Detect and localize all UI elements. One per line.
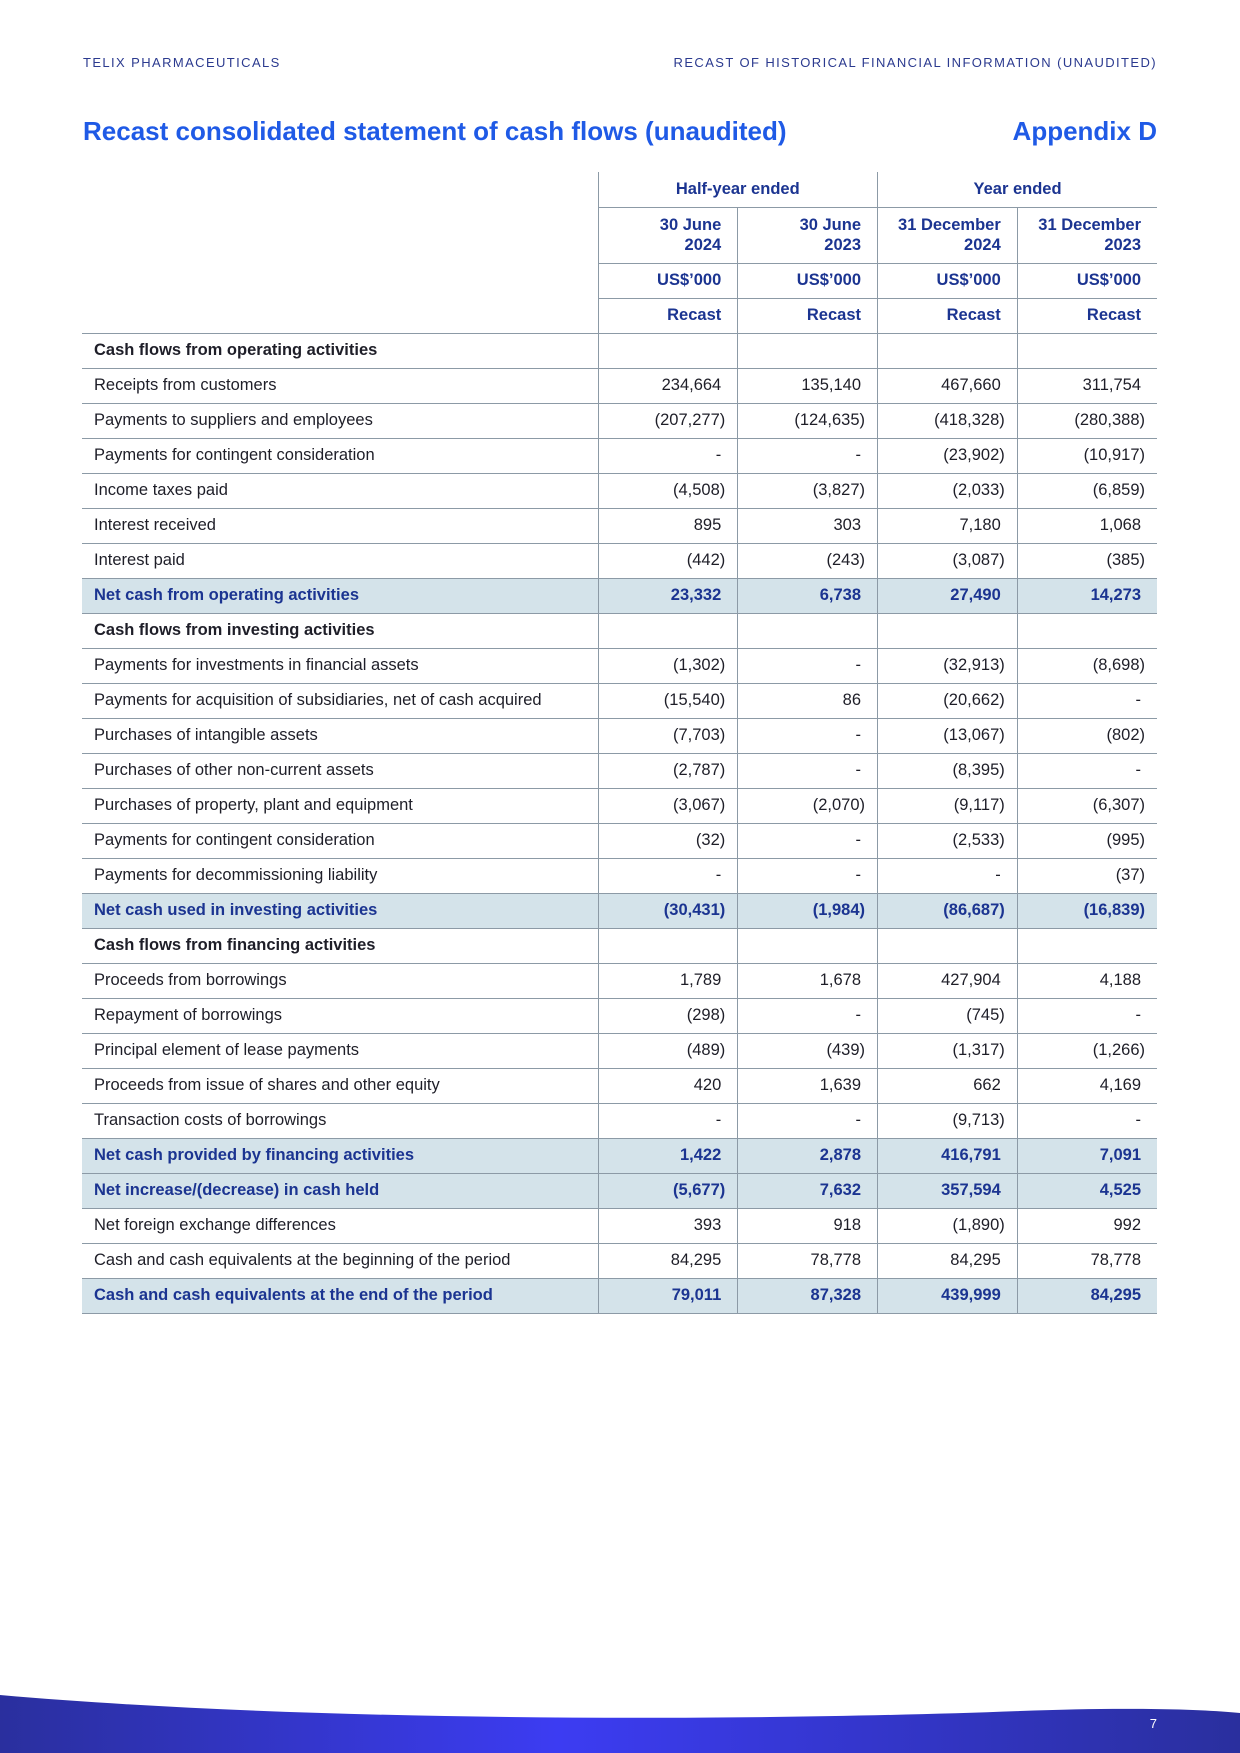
value-cell: (207,277) [598, 403, 738, 438]
row-label: Net increase/(decrease) in cash held [82, 1173, 598, 1208]
column-basis-header: Recast [878, 298, 1018, 333]
table-row [82, 403, 1157, 438]
appendix-label: Appendix D [1012, 116, 1157, 146]
column-date-header: 31 December 2023 [1017, 207, 1157, 263]
row-label: Net cash used in investing activities [82, 893, 598, 928]
table-row [82, 508, 1157, 543]
value-cell: - [738, 858, 878, 893]
table-row [82, 1243, 1157, 1278]
value-cell: 7,632 [738, 1173, 878, 1208]
table-row [82, 543, 1157, 578]
row-label: Transaction costs of borrowings [82, 1103, 598, 1138]
value-cell: 86 [738, 683, 878, 718]
running-header-document-title: RECAST OF HISTORICAL FINANCIAL INFORMATION (UNAUDITED) [673, 55, 1157, 70]
value-cell: (1,890) [878, 1208, 1018, 1243]
row-label: Proceeds from issue of shares and other equity [82, 1068, 598, 1103]
value-cell: (13,067) [878, 718, 1018, 753]
value-cell [738, 928, 878, 963]
value-cell: (5,677) [598, 1173, 738, 1208]
row-label: Net cash provided by financing activities [82, 1138, 598, 1173]
value-cell: (1,317) [878, 1033, 1018, 1068]
value-cell: - [738, 753, 878, 788]
value-cell: - [598, 438, 738, 473]
value-cell: 467,660 [878, 368, 1018, 403]
value-cell: 416,791 [878, 1138, 1018, 1173]
value-cell: (15,540) [598, 683, 738, 718]
row-label: Principal element of lease payments [82, 1033, 598, 1068]
value-cell: 662 [878, 1068, 1018, 1103]
value-cell: (489) [598, 1033, 738, 1068]
value-cell: (439) [738, 1033, 878, 1068]
group-header-half-year: Half-year ended [598, 172, 878, 207]
section-heading-row [82, 928, 1157, 963]
value-cell: - [598, 1103, 738, 1138]
page-title: Recast consolidated statement of cash flows (unaudited) [83, 116, 787, 146]
value-cell: (745) [878, 998, 1018, 1033]
table-row [82, 753, 1157, 788]
value-cell: 7,091 [1017, 1138, 1157, 1173]
row-label: Receipts from customers [82, 368, 598, 403]
value-cell: (1,302) [598, 648, 738, 683]
value-cell: 87,328 [738, 1278, 878, 1313]
total-row [82, 1138, 1157, 1173]
cash-flow-table [82, 172, 1157, 1314]
value-cell: (1,984) [738, 893, 878, 928]
column-basis-header: Recast [598, 298, 738, 333]
unit-header-row [82, 263, 1157, 298]
value-cell: (2,533) [878, 823, 1018, 858]
value-cell: - [1017, 998, 1157, 1033]
row-label: Net foreign exchange differences [82, 1208, 598, 1243]
value-cell: (124,635) [738, 403, 878, 438]
value-cell: 6,738 [738, 578, 878, 613]
value-cell: (442) [598, 543, 738, 578]
value-cell: (7,703) [598, 718, 738, 753]
value-cell: 2,878 [738, 1138, 878, 1173]
value-cell: - [738, 718, 878, 753]
table-row [82, 858, 1157, 893]
total-row [82, 1173, 1157, 1208]
row-label: Payments for decommissioning liability [82, 858, 598, 893]
value-cell: 4,188 [1017, 963, 1157, 998]
row-label: Cash flows from financing activities [82, 928, 598, 963]
value-cell: 357,594 [878, 1173, 1018, 1208]
value-cell [738, 613, 878, 648]
value-cell: (10,917) [1017, 438, 1157, 473]
table-row [82, 438, 1157, 473]
value-cell: 4,525 [1017, 1173, 1157, 1208]
total-row [82, 1278, 1157, 1313]
value-cell [878, 613, 1018, 648]
value-cell: (32,913) [878, 648, 1018, 683]
value-cell: 1,422 [598, 1138, 738, 1173]
value-cell: (23,902) [878, 438, 1018, 473]
cash-flow-table-body [82, 333, 1157, 1313]
value-cell: (280,388) [1017, 403, 1157, 438]
row-label: Repayment of borrowings [82, 998, 598, 1033]
value-cell [1017, 928, 1157, 963]
value-cell: (385) [1017, 543, 1157, 578]
column-basis-header: Recast [738, 298, 878, 333]
table-row [82, 473, 1157, 508]
table-row [82, 823, 1157, 858]
value-cell: (3,067) [598, 788, 738, 823]
value-cell: 84,295 [878, 1243, 1018, 1278]
value-cell: 79,011 [598, 1278, 738, 1313]
value-cell: (30,431) [598, 893, 738, 928]
column-basis-header: Recast [1017, 298, 1157, 333]
value-cell: - [1017, 1103, 1157, 1138]
value-cell: (8,698) [1017, 648, 1157, 683]
row-label: Cash and cash equivalents at the end of the period [82, 1278, 598, 1313]
value-cell: - [1017, 753, 1157, 788]
column-date-header: 31 December 2024 [878, 207, 1018, 263]
header-blank-cell [82, 172, 598, 207]
table-row [82, 718, 1157, 753]
value-cell: (3,827) [738, 473, 878, 508]
value-cell: (2,033) [878, 473, 1018, 508]
value-cell: (9,117) [878, 788, 1018, 823]
row-label: Cash and cash equivalents at the beginning of the period [82, 1243, 598, 1278]
value-cell: 895 [598, 508, 738, 543]
column-unit-header: US$’000 [878, 263, 1018, 298]
column-unit-header: US$’000 [598, 263, 738, 298]
value-cell: (86,687) [878, 893, 1018, 928]
value-cell: - [738, 438, 878, 473]
value-cell: 23,332 [598, 578, 738, 613]
value-cell: 427,904 [878, 963, 1018, 998]
column-unit-header: US$’000 [1017, 263, 1157, 298]
table-row [82, 963, 1157, 998]
section-heading-row [82, 333, 1157, 368]
row-label: Payments for investments in financial assets [82, 648, 598, 683]
table-row [82, 648, 1157, 683]
value-cell: (32) [598, 823, 738, 858]
row-label: Interest received [82, 508, 598, 543]
table-row [82, 1033, 1157, 1068]
value-cell: 14,273 [1017, 578, 1157, 613]
column-unit-header: US$’000 [738, 263, 878, 298]
value-cell: 78,778 [1017, 1243, 1157, 1278]
value-cell: (2,070) [738, 788, 878, 823]
value-cell: 27,490 [878, 578, 1018, 613]
table-row [82, 998, 1157, 1033]
page-number: 7 [1149, 1716, 1157, 1731]
value-cell: 420 [598, 1068, 738, 1103]
value-cell: (8,395) [878, 753, 1018, 788]
table-row [82, 1068, 1157, 1103]
value-cell [878, 928, 1018, 963]
table-row [82, 683, 1157, 718]
row-label: Proceeds from borrowings [82, 963, 598, 998]
date-header-row [82, 207, 1157, 263]
row-label: Income taxes paid [82, 473, 598, 508]
row-label: Payments for contingent consideration [82, 438, 598, 473]
value-cell: (4,508) [598, 473, 738, 508]
value-cell: - [738, 823, 878, 858]
value-cell [598, 613, 738, 648]
value-cell: (2,787) [598, 753, 738, 788]
value-cell: 84,295 [1017, 1278, 1157, 1313]
value-cell: 303 [738, 508, 878, 543]
group-header-year: Year ended [878, 172, 1158, 207]
value-cell: 4,169 [1017, 1068, 1157, 1103]
value-cell: - [738, 1103, 878, 1138]
table-row [82, 788, 1157, 823]
running-header-company: TELIX PHARMACEUTICALS [83, 55, 281, 70]
value-cell: (37) [1017, 858, 1157, 893]
row-label: Payments to suppliers and employees [82, 403, 598, 438]
value-cell: - [1017, 683, 1157, 718]
value-cell: (1,266) [1017, 1033, 1157, 1068]
value-cell: 84,295 [598, 1243, 738, 1278]
value-cell: 393 [598, 1208, 738, 1243]
value-cell [1017, 333, 1157, 368]
value-cell: 1,068 [1017, 508, 1157, 543]
table-row [82, 1208, 1157, 1243]
value-cell: (243) [738, 543, 878, 578]
row-label: Cash flows from operating activities [82, 333, 598, 368]
value-cell: 311,754 [1017, 368, 1157, 403]
value-cell [1017, 613, 1157, 648]
value-cell: 78,778 [738, 1243, 878, 1278]
value-cell: 7,180 [878, 508, 1018, 543]
row-label: Purchases of other non-current assets [82, 753, 598, 788]
value-cell [738, 333, 878, 368]
total-row [82, 893, 1157, 928]
footer-wave-band [0, 1663, 1240, 1753]
value-cell: - [878, 858, 1018, 893]
value-cell [598, 333, 738, 368]
period-group-header-row [82, 172, 1157, 207]
row-label: Interest paid [82, 543, 598, 578]
value-cell: (802) [1017, 718, 1157, 753]
table-row [82, 368, 1157, 403]
column-date-header: 30 June 2024 [598, 207, 738, 263]
value-cell: (20,662) [878, 683, 1018, 718]
value-cell: (9,713) [878, 1103, 1018, 1138]
value-cell: - [738, 998, 878, 1033]
value-cell: 1,789 [598, 963, 738, 998]
column-date-header: 30 June 2023 [738, 207, 878, 263]
value-cell [878, 333, 1018, 368]
row-label: Cash flows from investing activities [82, 613, 598, 648]
row-label: Payments for acquisition of subsidiaries, net of cash acquired [82, 683, 598, 718]
value-cell: (995) [1017, 823, 1157, 858]
value-cell: 439,999 [878, 1278, 1018, 1313]
value-cell: (418,328) [878, 403, 1018, 438]
value-cell: (3,087) [878, 543, 1018, 578]
row-label: Purchases of property, plant and equipment [82, 788, 598, 823]
value-cell: 234,664 [598, 368, 738, 403]
table-row [82, 1103, 1157, 1138]
row-label: Purchases of intangible assets [82, 718, 598, 753]
value-cell: 135,140 [738, 368, 878, 403]
value-cell: 1,639 [738, 1068, 878, 1103]
value-cell: (6,307) [1017, 788, 1157, 823]
basis-header-row [82, 298, 1157, 333]
value-cell: 1,678 [738, 963, 878, 998]
value-cell: - [738, 648, 878, 683]
row-label: Payments for contingent consideration [82, 823, 598, 858]
value-cell: (16,839) [1017, 893, 1157, 928]
value-cell: (298) [598, 998, 738, 1033]
value-cell [598, 928, 738, 963]
value-cell: 918 [738, 1208, 878, 1243]
value-cell: 992 [1017, 1208, 1157, 1243]
section-heading-row [82, 613, 1157, 648]
value-cell: (6,859) [1017, 473, 1157, 508]
value-cell: - [598, 858, 738, 893]
total-row [82, 578, 1157, 613]
row-label: Net cash from operating activities [82, 578, 598, 613]
